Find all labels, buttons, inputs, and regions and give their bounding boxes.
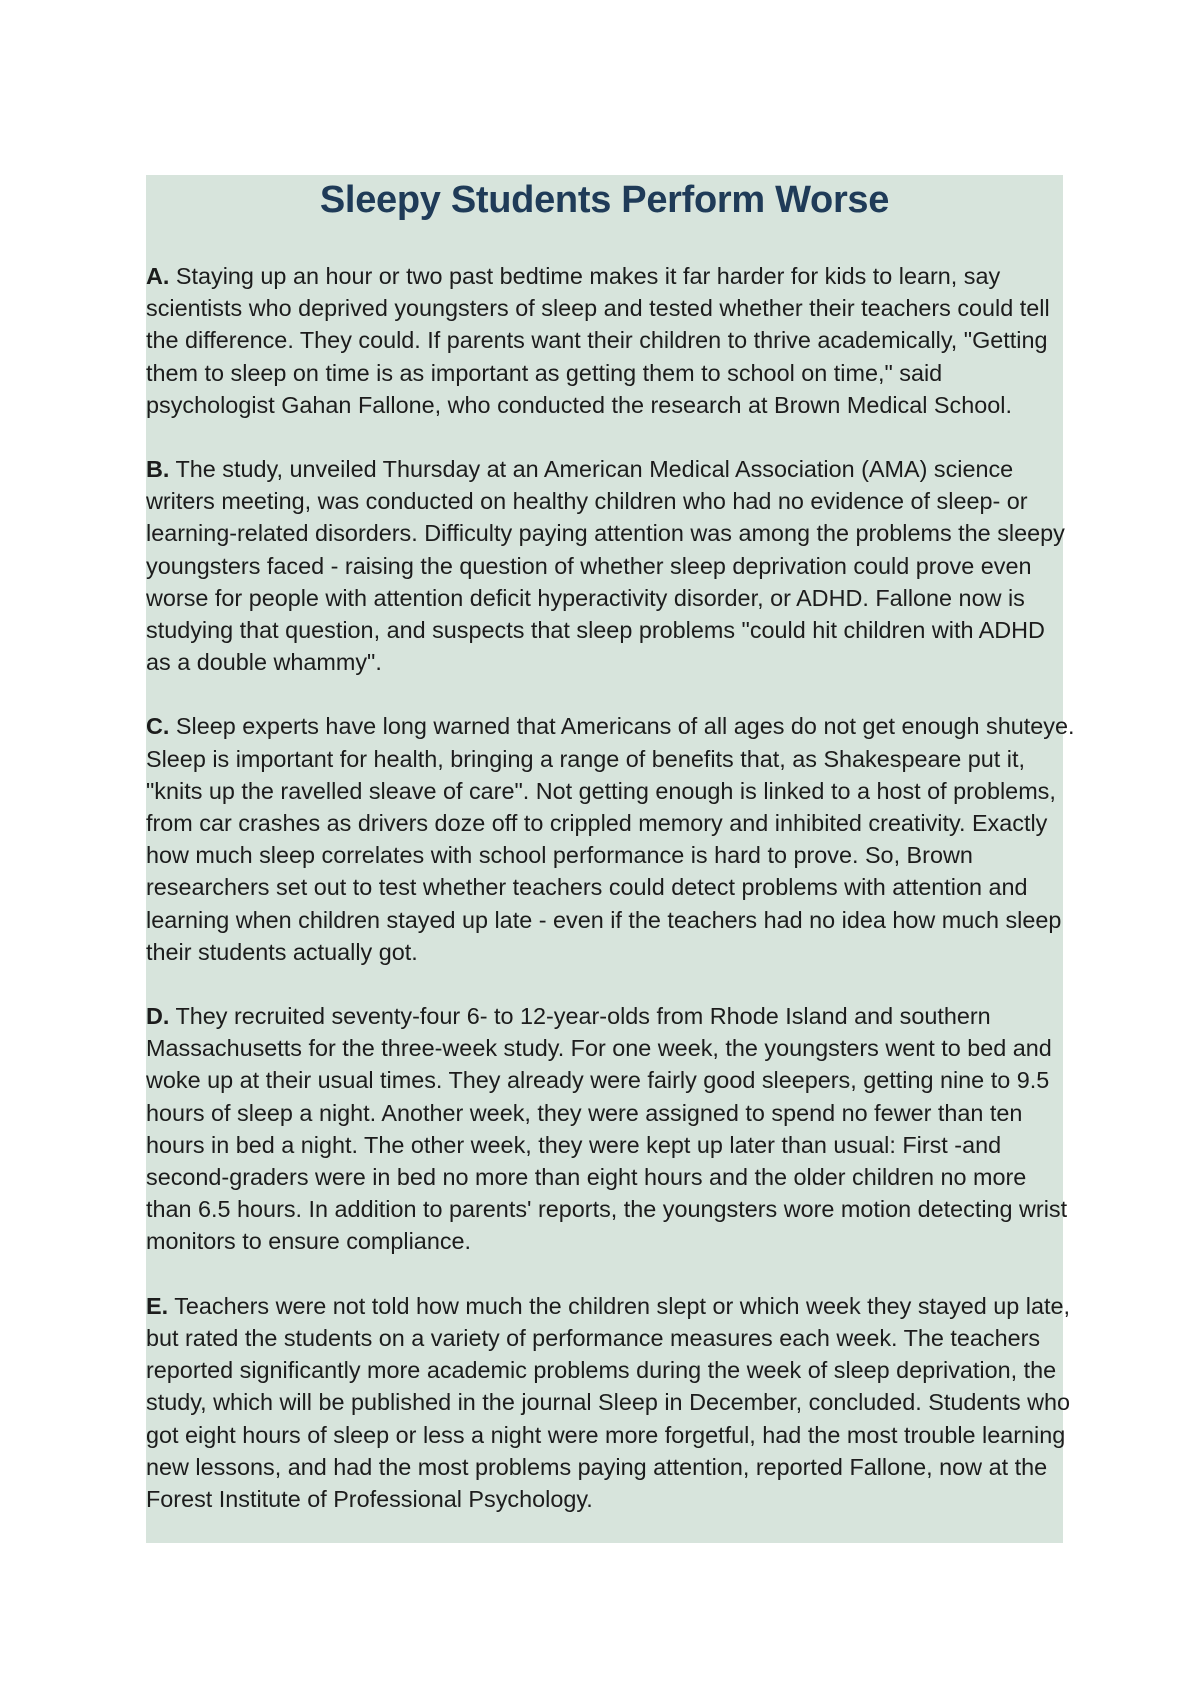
paragraph-text: The study, unveiled Thursday at an American Medical Association (AMA) science writers meeting, was conducted on healthy children who had no evidence of sleep- or learning-related disorders. Difficulty paying attention was among the problems the sleepy youngsters faced - raising the question of whether sleep deprivation could prove even worse for people with attention deficit hyperactivity disorder, or ADHD. Fallone now is studying that question, and suspects that sleep problems "could hit children with ADHD as a double whammy". xyxy=(146,456,1065,676)
article-panel xyxy=(146,175,1075,1543)
article-body xyxy=(146,260,1076,1547)
paragraph-c xyxy=(146,710,1076,968)
paragraph-b xyxy=(146,453,1076,678)
paragraph-letter: B. xyxy=(146,456,170,483)
paragraph-text: Staying up an hour or two past bedtime makes it far harder for kids to learn, say scientists who deprived youngsters of sleep and tested whether their teachers could tell the difference. They could. If parents want their children to thrive academically, "Getting them to sleep on time is as important as getting them to school on time," said psychologist Gahan Fallone, who conducted the research at Brown Medical School. xyxy=(146,263,1050,418)
paragraph-text: Sleep experts have long warned that Americans of all ages do not get enough shuteye. Sleep is important for health, bringing a range of benefits that, as Shakespeare put it, "knits up the ravelled sleave of care". Not getting enough is linked to a host of problems, from car crashes as drivers doze off to crippled memory and inhibited creativity. Exactly how much sleep correlates with school performance is hard to prove. So, Brown researchers set out to test whether teachers could detect problems with attention and learning when children stayed up late - even if the teachers had no idea how much sleep their students actually got. xyxy=(146,713,1075,965)
paragraph-letter: D. xyxy=(146,1003,170,1030)
paragraph-letter: C. xyxy=(146,713,170,740)
paragraph-d xyxy=(146,1000,1076,1258)
article-title: Sleepy Students Perform Worse xyxy=(319,179,890,221)
paragraph-a xyxy=(146,260,1076,421)
paragraph-letter: E. xyxy=(146,1292,169,1319)
paragraph-letter: A. xyxy=(146,263,170,289)
paragraph-text: Teachers were not told how much the children slept or which week they stayed up late, but rated the students on a variety of performance measures each week. The teachers reported significantly more academic problems during the week of sleep deprivation, the study, which will be published in the journal Sleep in December, concluded. Students who got eight hours of sleep or less a night were more forgetful, had the most trouble learning new lessons, and had the most problems paying attention, reported Fallone, now at the Forest Institute of Professional Psychology. xyxy=(146,1292,1071,1512)
paragraph-e xyxy=(146,1290,1076,1515)
paragraph-text: They recruited seventy-four 6- to 12-year-olds from Rhode Island and southern Massachusetts for the three-week study. For one week, the youngsters went to bed and woke up at their usual times. They already were fairly good sleepers, getting nine to 9.5 hours of sleep a night. Another week, they were assigned to spend no fewer than ten hours in bed a night. The other week, they were kept up later than usual: First -and second-graders were in bed no more than eight hours and the older children no more than 6.5 hours. In addition to parents' reports, the youngsters wore motion detecting wrist monitors to ensure compliance. xyxy=(146,1003,1068,1255)
